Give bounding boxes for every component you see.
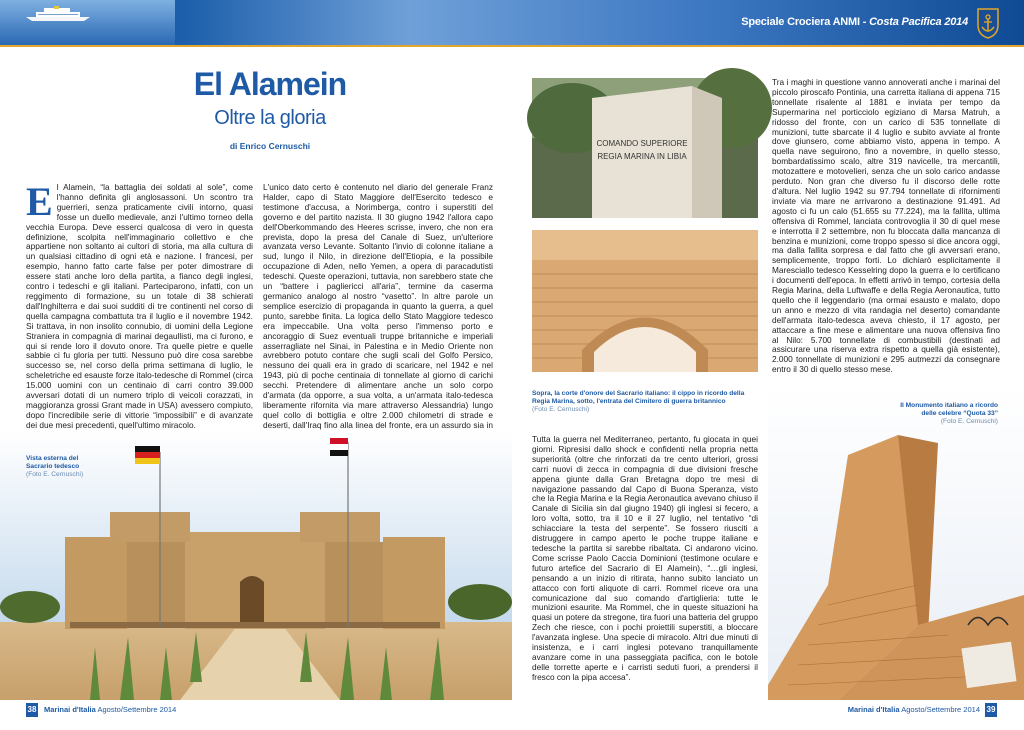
british-cemetery-entrance-photo	[532, 230, 758, 372]
article-title: El Alamein	[193, 66, 347, 102]
article-column-1	[26, 179, 253, 430]
column-4-text: Tra i maghi in questione vanno annoverati anche i marinai del piccolo piroscafo Pontinia, una carretta italiana di appena 715 tonnellate risalente al 1881 e inviata per tempo da Supermarina nel porticciolo egiziano di Marsa Matruh, a ridosso del fronte, con un carico di 535 tonnellate di munizioni, tutte sbarcate il 4 luglio e subito avviate al fronte dove giunsero, come abbiamo visto, appena in tempo. A quella nave seguirono, fino a novembre, in quello stesso, bombardatissimo scalo, altre 319 navicelle, tra mercantili, motozattere e motovelieri, senza che un solo carico andasse perduto. Non gran che diverso fu il discorso delle rotte d'altura. Nel luglio 1942 su 97.794 tonnellate di rifornimenti inviate via mare ne arrivarono a destinazione 91.491. Ad agosto ci fu un calo (51.655 su 77.224), ma la fallita, ultima offensiva di Rommel, lanciata controvoglia il 30 di quel mese e interrotta il 2 settembre, non fu bloccata dalla mancanza di benzina e munizioni, come troppo spesso si dice ancora oggi, ma dalla fallita sorpresa e dal fatto che gli avversari erano, semplicemente, troppo forti. Lo dichiarò esplicitamente il Maresciallo tedesco Kesselring dopo la guerra e lo certificano i documenti dell'epoca. In effetti arrivò in tempo, cortesia della Regia Marina, della Luftwaffe e della Regia Aeronautica, tutto quello che il leggendario (ma ormai esausto e malato, dopo un anno e mezzo di vita randagia nel deserto) comandante dell'armata italo-tedesca aveva chiesto, il 17 agosto, per attaccare a fine mese e alimentare una nuova offensiva fino al Nilo: 5.700 tonnellate di combustibili (destinati ad assicurare una riserva extra rispetto a quella già esistente), 2.000 tonnellate di munizioni e 295 autmezzi da consegnare entro il 30 di quello stesso mese.	[772, 77, 1000, 375]
caption-german-memorial	[26, 455, 106, 479]
quota-33-monument-photo	[768, 385, 1024, 700]
article-column-3	[532, 435, 758, 695]
column-3-text: Tutta la guerra nel Mediterraneo, pertanto, fu giocata in quei giorni. Ripresisi dallo shock e confidenti nella propria netta superiorità (oltre che rinforzati da tre cento ulteriori, grossi carri nuovi di zecca in compagnia di due divisioni fresche appena giunte dalla Gran Bretagna dopo tre mesi di navigazione passando dal Capo di Buona Speranza, visto che la Regia Marina e la Regia Aeronautica avevano chiuso il Canale di Sicilia sin dal giugno 1940) gli inglesi si fecero, a loro volta, sotto, tra il 10 e il 27 luglio, nel tentativo “di schiacciare la testa del serpente”. Se fossero riusciti a distruggere in campo aperto le poche truppe italiane e tedesche la partita si sarebbe ribaltata. Ci andarono vicino. Come scrisse Paolo Caccia Dominioni (testimone oculare e futuro artefice del Sacrario di El Alamein), “…gli inglesi, pensando a un inizio di ritirata, hanno subito lanciato un attacco con forti aliquote di carri. Rommel riceve ora una comunicazione dal suo comando d'artiglieria: tutte le munizioni esaurite. Ma Rommel, che in queste situazioni ha quasi un potere da stregone, tira fuori una batteria del gruppo Zech che riesce, con i pochi proiettili superstiti, a bloccare l'avanzata inglese. Una specie di miracolo. Altri due minuti di insistenza, e i carri inglesi potevano tranquillamente avanzare come in una passeggiata pacifica, con le botole delle torrette aperte e i carristi seduti fuori, a prendersi il fresco con la pipa accesa”.	[532, 434, 758, 682]
navy-monument-photo	[532, 78, 758, 218]
page-number-right: 39	[985, 703, 997, 717]
section-title-bold: Speciale Crociera ANMI -	[741, 16, 870, 28]
header-divider	[0, 45, 1024, 47]
caption-middle-credit: (Foto E. Cernuschi)	[532, 406, 590, 413]
section-title	[741, 16, 968, 28]
article-subtitle: Oltre la gloria	[214, 107, 326, 129]
footer-right-issue: Agosto/Settembre 2014	[901, 705, 980, 714]
caption-middle-photos	[532, 390, 758, 414]
article-byline: di Enrico Cernuschi	[229, 141, 311, 151]
anmi-badge-icon	[975, 5, 1001, 39]
footer-left-issue: Agosto/Settembre 2014	[97, 705, 177, 714]
footer-right-magazine: Marinai d'Italia	[847, 705, 900, 714]
caption-german-memorial-title: Vista esterna del Sacrario tedesco	[26, 455, 80, 470]
article-column-4	[772, 78, 1000, 378]
article-column-2	[263, 183, 493, 428]
cruise-ship-icon	[24, 6, 94, 22]
caption-quota-33	[900, 402, 998, 426]
caption-german-memorial-credit: (Foto E. Cernuschi)	[26, 471, 84, 478]
drop-cap: E	[26, 179, 53, 224]
caption-middle-title: Sopra, la corte d'onore del Sacrario italiano: il cippo in ricordo della Regia Marina, sotto, l'entrata del Cimitero di guerra britannico	[532, 390, 745, 405]
footer-left	[44, 705, 176, 714]
caption-quota-33-credit: (Foto E. Cernuschi)	[940, 418, 998, 425]
plaque-line-1: COMANDO SUPERIORE	[596, 139, 688, 148]
footer-left-magazine: Marinai d'Italia	[44, 705, 96, 714]
page-number-left: 38	[26, 703, 38, 717]
section-title-italic: Costa Pacifica 2014	[869, 16, 968, 28]
footer-right	[848, 705, 980, 714]
column-2-text: L'unico dato certo è contenuto nel diario del generale Franz Halder, capo di Stato Maggiore dell'Esercito tedesco e testimone d'accusa, a Norimberga, contro i superstiti del governo e del partito nazista. Il 30 giugno 1942 l'allora capo dell'Oberkommando des Heeres scrisse, invero, che non era prevista, dopo la presa del Canale di Suez, un'ulteriore avanzata verso Levante. Soltanto l'invio di colonne italiane a sud, lungo il Nilo, in direzione dell'Etiopia, e la possibile occupazione di Aden, nello Yemen, a opera di paracadutisti tedeschi. Queste operazioni, tuttavia, non sarebbero state che un “battere i pagliericci all'aria”, termine da caserma germanico analogo al nostro “vasetto”. In altre parole un semplice esercizio di propaganda in quanto la guerra, a quel punto, sarebbe finita. La logica dello Stato Maggiore tedesco era impeccabile. Una volta perso l'immenso porto e ancoraggio di Suez eventuali truppe britanniche e imperiali asserragliate nel Sinai, in Palestina e in Medio Oriente non avrebbero potuto contare che sugli scali del Golfo Persico, nessuno dei quali era in grado di scaricare, nel 1942 e nel 1943, più di poche centinaia di tonnellate al giorno di carichi secchi. Pretendere di alimentare anche un solo corpo d'armata (da opporre, a sua volta, a un'armata italo-tedesca liberamente rifornita via mare attraverso Alessandria) lungo quel collo di bottiglia e oltre 2.000 chilometri di strade e deserti, dall'Iraq fino alla linea del fronte, era un assurdo sia in	[263, 182, 493, 430]
plaque-line-2: REGIA MARINA IN LIBIA	[597, 152, 687, 161]
column-1-text: l Alamein, “la battaglia dei soldati al sole”, come l'hanno definita gli anglosassoni. Un scontro tra guerrieri, senza praticamente civili intorno, quasi fosse un duello medievale, anzi l'ultimo torneo della vecchia Europa. Deve esserci qualcosa di vero in questa definizione, scolpita nell'immaginario collettivo e che appartiene non soltanto ai cultori di storia, ma alla cultura di un qualsiasi cittadino di ogni età e nazione. I francesi, per esempio, hanno fatto carte false per poter dimostrare di essere stati anche loro della partita, a fianco degli inglesi, contro i tedeschi e gli italiani. Parteciparono, infatti, con un reggimento di formazione, su un totale di 38 schierati dall'Inghilterra e dai suoi sudditi di tre continenti nel corso di quella campagna combattuta tra il luglio e il novembre 1942. Si trattava, in non insolito connubio, di uomini della Legione Straniera in compagnia di marinai degaullisti, ma ci furono, e qui si rende loro il dovuto onore. Tra quelle pietre e quelle sabbie ci fu gloria per tutti. Nessuno può dire cosa sarebbe successo se, nel corso della prima settimana di luglio, le scheletriche ed esauste forze italo-tedesche di Rommel (circa 15.000 uomini con un centinaio di carri contro 39.000 avversari dotati di un numero triplo di veicoli corazzati, in maggioranza grossi Grant made in USA) avessero compiuto, dopo l'incredibile serie di vittorie “impossibili” e di avanzate dei due mesi precedenti, quell'ultimo miracolo.	[26, 182, 253, 430]
caption-quota-33-title: Il Monumento italiano a ricordo delle celebre “Quota 33”	[900, 402, 998, 417]
